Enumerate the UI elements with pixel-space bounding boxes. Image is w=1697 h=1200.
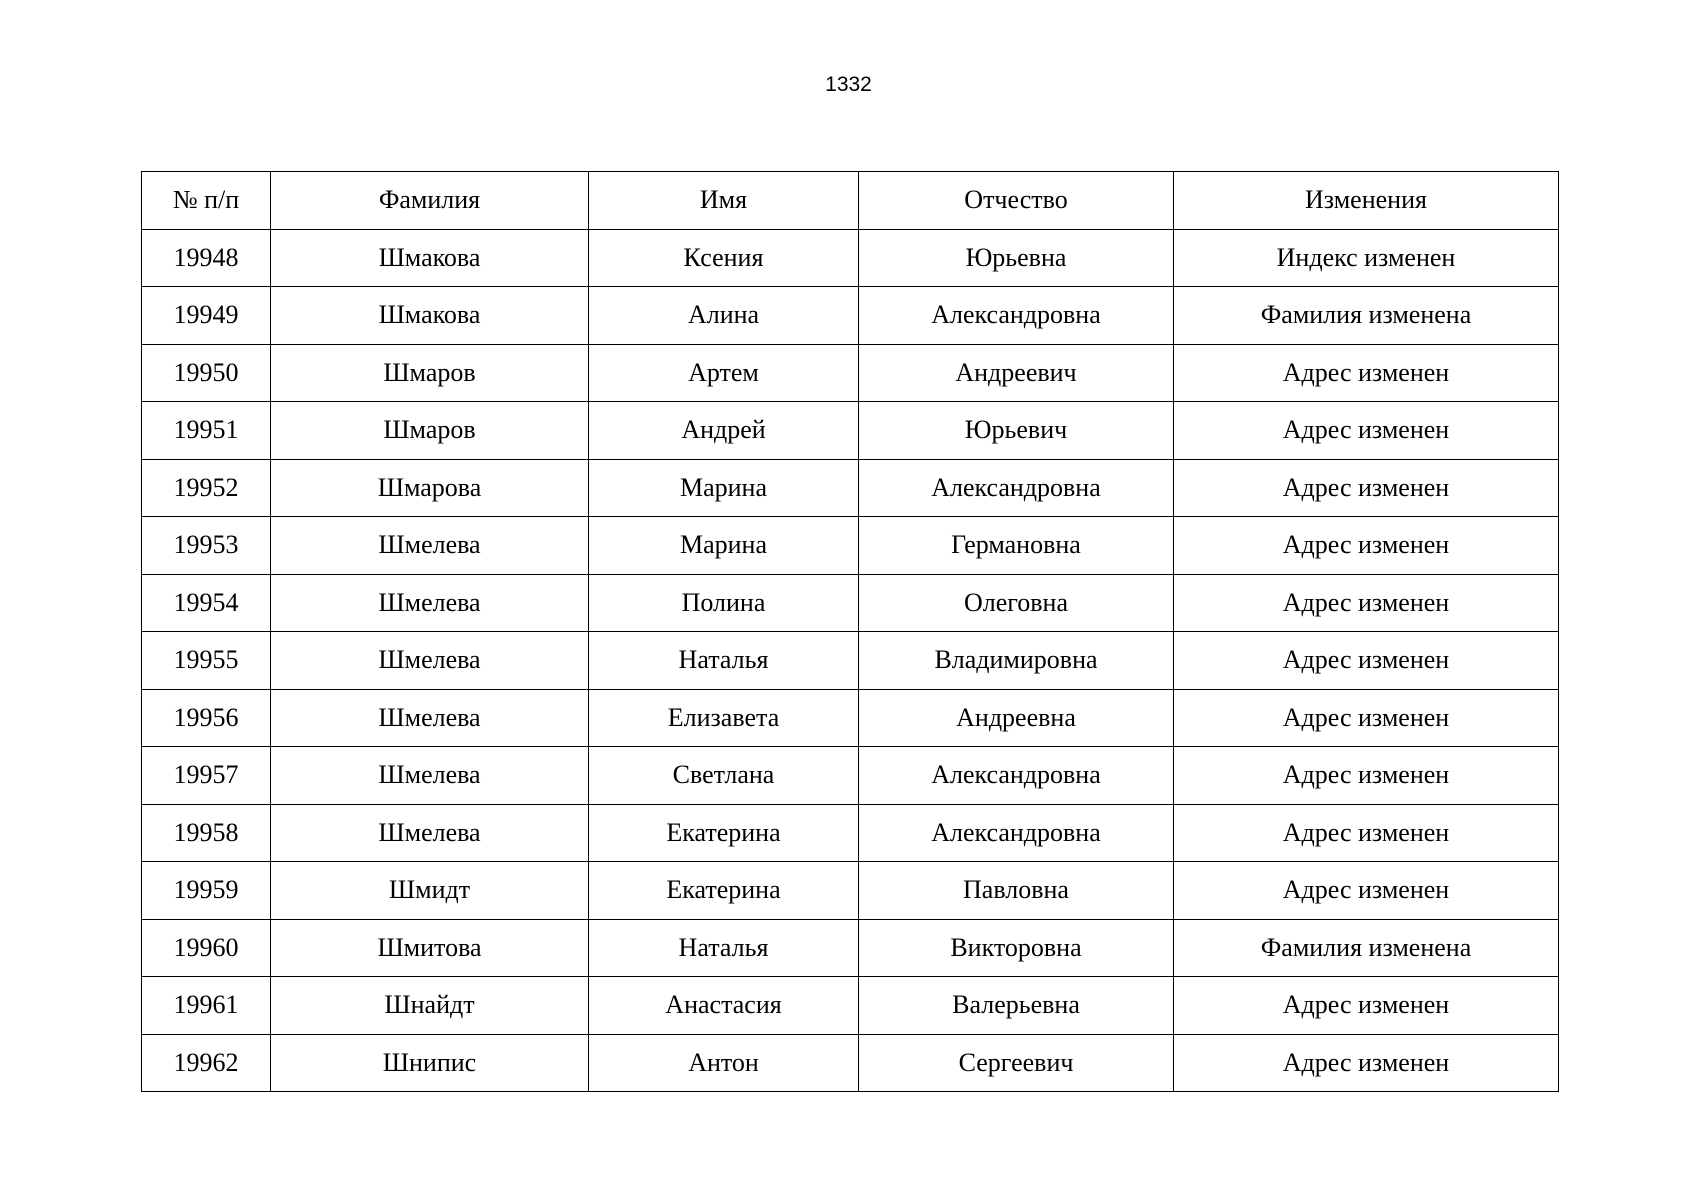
cell-patronymic: Павловна — [859, 862, 1174, 920]
table-row — [142, 919, 1559, 977]
header-last-name: Фамилия — [271, 172, 589, 230]
cell-last-name: Шмитова — [271, 919, 589, 977]
cell-num: 19955 — [142, 632, 271, 690]
cell-patronymic: Олеговна — [859, 574, 1174, 632]
table-row — [142, 459, 1559, 517]
cell-first-name: Екатерина — [589, 862, 859, 920]
cell-changes: Адрес изменен — [1174, 632, 1559, 690]
cell-num: 19956 — [142, 689, 271, 747]
cell-num: 19951 — [142, 402, 271, 460]
cell-num: 19953 — [142, 517, 271, 575]
cell-patronymic: Александровна — [859, 287, 1174, 345]
cell-last-name: Шмидт — [271, 862, 589, 920]
cell-changes: Адрес изменен — [1174, 517, 1559, 575]
cell-changes: Адрес изменен — [1174, 804, 1559, 862]
cell-patronymic: Сергеевич — [859, 1034, 1174, 1092]
cell-num: 19961 — [142, 977, 271, 1035]
cell-patronymic: Андреевна — [859, 689, 1174, 747]
cell-changes: Адрес изменен — [1174, 1034, 1559, 1092]
table-row — [142, 977, 1559, 1035]
cell-num: 19962 — [142, 1034, 271, 1092]
cell-first-name: Елизавета — [589, 689, 859, 747]
cell-last-name: Шмелева — [271, 747, 589, 805]
cell-first-name: Марина — [589, 517, 859, 575]
table-row — [142, 747, 1559, 805]
cell-changes: Адрес изменен — [1174, 574, 1559, 632]
table-row — [142, 344, 1559, 402]
table-row — [142, 1034, 1559, 1092]
table-header-row — [142, 172, 1559, 230]
cell-changes: Адрес изменен — [1174, 862, 1559, 920]
cell-first-name: Ксения — [589, 229, 859, 287]
cell-num: 19954 — [142, 574, 271, 632]
cell-first-name: Андрей — [589, 402, 859, 460]
cell-changes: Адрес изменен — [1174, 344, 1559, 402]
cell-patronymic: Александровна — [859, 747, 1174, 805]
cell-last-name: Шмелева — [271, 517, 589, 575]
cell-patronymic: Германовна — [859, 517, 1174, 575]
cell-patronymic: Юрьевна — [859, 229, 1174, 287]
table-row — [142, 402, 1559, 460]
cell-first-name: Марина — [589, 459, 859, 517]
cell-changes: Адрес изменен — [1174, 977, 1559, 1035]
header-patronymic: Отчество — [859, 172, 1174, 230]
cell-patronymic: Викторовна — [859, 919, 1174, 977]
cell-first-name: Наталья — [589, 632, 859, 690]
cell-changes: Адрес изменен — [1174, 402, 1559, 460]
cell-last-name: Шмелева — [271, 689, 589, 747]
cell-last-name: Шмелева — [271, 632, 589, 690]
header-first-name: Имя — [589, 172, 859, 230]
cell-num: 19949 — [142, 287, 271, 345]
cell-last-name: Шмаров — [271, 344, 589, 402]
cell-changes: Адрес изменен — [1174, 459, 1559, 517]
table-row — [142, 632, 1559, 690]
cell-changes: Индекс изменен — [1174, 229, 1559, 287]
cell-num: 19948 — [142, 229, 271, 287]
header-changes: Изменения — [1174, 172, 1559, 230]
cell-changes: Фамилия изменена — [1174, 287, 1559, 345]
table-row — [142, 517, 1559, 575]
cell-last-name: Шмакова — [271, 287, 589, 345]
cell-patronymic: Александровна — [859, 459, 1174, 517]
cell-first-name: Алина — [589, 287, 859, 345]
header-num: № п/п — [142, 172, 271, 230]
cell-patronymic: Валерьевна — [859, 977, 1174, 1035]
cell-last-name: Шмелева — [271, 574, 589, 632]
table-row — [142, 804, 1559, 862]
cell-num: 19957 — [142, 747, 271, 805]
cell-changes: Адрес изменен — [1174, 747, 1559, 805]
cell-last-name: Шмелева — [271, 804, 589, 862]
cell-last-name: Шмарова — [271, 459, 589, 517]
table-body — [142, 229, 1559, 1092]
cell-last-name: Шмакова — [271, 229, 589, 287]
cell-num: 19950 — [142, 344, 271, 402]
table-row — [142, 574, 1559, 632]
cell-last-name: Шнайдт — [271, 977, 589, 1035]
cell-first-name: Полина — [589, 574, 859, 632]
cell-last-name: Шнипис — [271, 1034, 589, 1092]
cell-changes: Адрес изменен — [1174, 689, 1559, 747]
cell-first-name: Наталья — [589, 919, 859, 977]
cell-patronymic: Юрьевич — [859, 402, 1174, 460]
cell-num: 19960 — [142, 919, 271, 977]
cell-patronymic: Александровна — [859, 804, 1174, 862]
page-number: 1332 — [825, 73, 872, 96]
table-row — [142, 862, 1559, 920]
cell-patronymic: Андреевич — [859, 344, 1174, 402]
table-row — [142, 287, 1559, 345]
cell-num: 19959 — [142, 862, 271, 920]
cell-changes: Фамилия изменена — [1174, 919, 1559, 977]
cell-num: 19958 — [142, 804, 271, 862]
cell-first-name: Артем — [589, 344, 859, 402]
table-row — [142, 689, 1559, 747]
cell-first-name: Антон — [589, 1034, 859, 1092]
cell-last-name: Шмаров — [271, 402, 589, 460]
cell-patronymic: Владимировна — [859, 632, 1174, 690]
table-row — [142, 229, 1559, 287]
registry-table — [141, 171, 1559, 1092]
cell-first-name: Анастасия — [589, 977, 859, 1035]
cell-first-name: Екатерина — [589, 804, 859, 862]
cell-num: 19952 — [142, 459, 271, 517]
cell-first-name: Светлана — [589, 747, 859, 805]
